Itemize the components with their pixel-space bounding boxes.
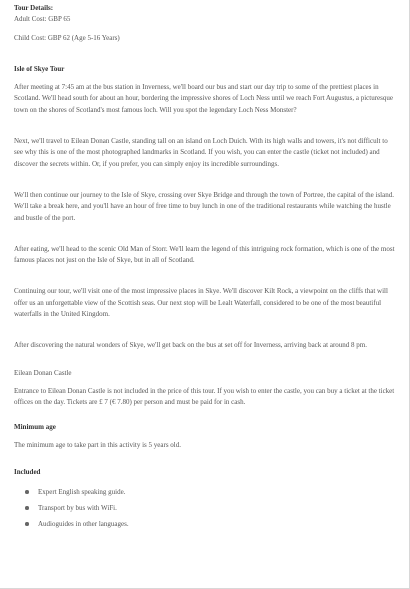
tour-paragraph-4: After eating, we'll head to the scenic Old Man of Storr. We'll learn the legend of this intriguing rock formation, which is one of the most famous places not just on the Isle of Skye, but in all of Scotland. (14, 244, 395, 265)
bullet-icon (25, 490, 29, 494)
list-item (38, 500, 398, 516)
tour-paragraph-1: After meeting at 7:45 am at the bus station in Inverness, we'll board our bus and start our day trip to some of the prettiest places in Scotland. We'll head south for about an hour, bordering the impressive shores of Loch Ness until we reach Fort Augustus, a picturesque town on the shores of Scotland's most famous loch. Will you spot the legendary Loch Ness Monster? (14, 83, 393, 114)
included-item-label: Transport by bus with WiFi. (38, 504, 117, 513)
eilean-donan-text: Entrance to Eilean Donan Castle is not included in the price of this tour. If you wish to enter the castle, you can buy a ticket at the ticket offices on the day. Tickets are £ 7 (€ 7.80) per person and must be paid for in cash. (14, 386, 395, 407)
tour-paragraph-3: We'll then continue our journey to the Isle of Skye, crossing over Skye Bridge and through the town of Portree, the capital of the island. We'll take a break here, and you'll have an hour of free time to buy lunch in one of the traditional restaurants while watching the hustle and bustle of the port. (14, 190, 394, 222)
document-content (14, 3, 398, 532)
list-item (38, 516, 398, 532)
tour-details-heading: Tour Details: (14, 4, 54, 12)
minimum-age-heading: Minimum age (14, 422, 56, 431)
adult-cost: Adult Cost: GBP 65 (14, 15, 71, 24)
included-list (14, 484, 398, 532)
isle-of-skye-heading: Isle of Skye Tour (14, 64, 65, 73)
tour-paragraph-6: After discovering the natural wonders of Skye, we'll get back on the bus at set off for Inverness, arriving back at around 8 pm. (14, 341, 367, 350)
child-cost: Child Cost: GBP 62 (Age 5-16 Years) (14, 33, 120, 42)
eilean-donan-heading: Eilean Donan Castle (14, 368, 72, 377)
included-heading: Included (14, 468, 41, 477)
bullet-icon (25, 506, 29, 510)
list-item (38, 484, 398, 500)
minimum-age-text: The minimum age to take part in this activity is 5 years old. (14, 440, 181, 449)
tour-paragraph-5: Continuing our tour, we'll visit one of the most impressive places in Skye. We'll discover Kilt Rock, a viewpoint on the cliffs that will offer us an unforgettable view of the Scottish seas. Our next stop will be Lealt Waterfall, considered to be one of the most beautiful waterfalls in the United Kingdom. (14, 287, 388, 319)
bullet-icon (25, 522, 29, 526)
included-item-label: Expert English speaking guide. (38, 488, 126, 497)
included-item-label: Audioguides in other languages. (38, 520, 129, 529)
tour-paragraph-2: Next, we'll travel to Eilean Donan Castle, standing tall on an island on Loch Duich. With its high walls and towers, it's not difficult to see why this is one of the most photographed landmarks in Scotland. If you wish, you can enter the castle (ticket not included) and discover the secrets within. Or, if you prefer, you can simply enjoy its incredible surroundings. (14, 137, 388, 168)
